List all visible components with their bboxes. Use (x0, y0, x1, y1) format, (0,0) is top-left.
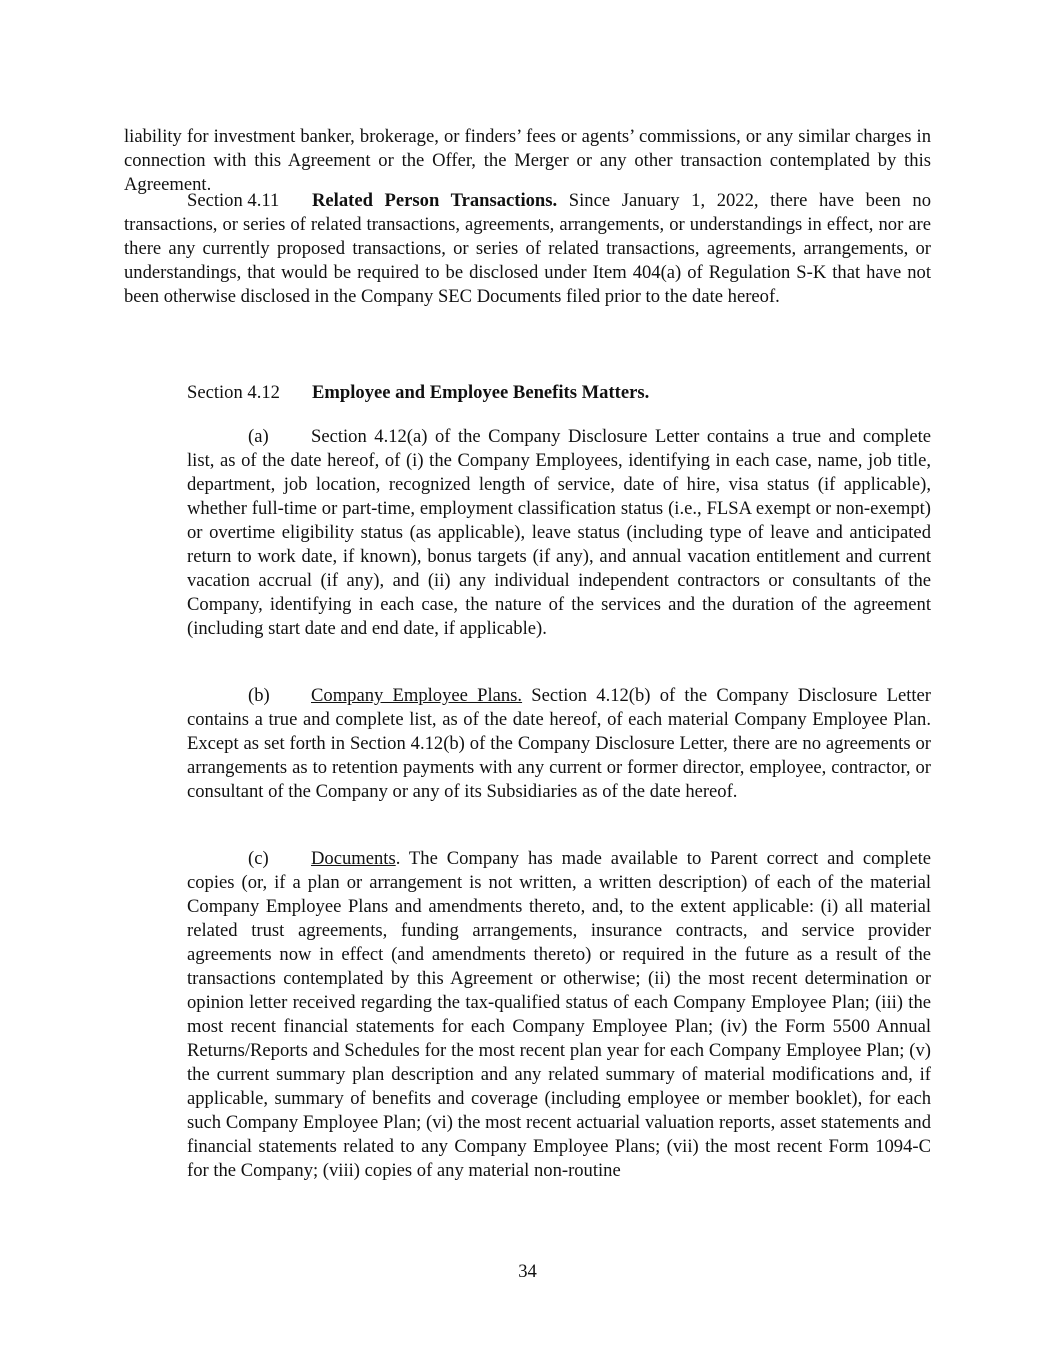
carryover-paragraph: liability for investment banker, brokerage, or finders’ fees or agents’ commissions, or any similar charges in connection with this Agreement or the Offer, the Merger or any other transaction contemplated by this Agreement. (124, 126, 931, 195)
section-4-11-heading: Related Person Transactions. (312, 190, 558, 211)
section-4-12-number: Section 4.12 (187, 382, 280, 403)
subsection-c-body: . The Company has made available to Parent correct and complete copies (or, if a plan or arrangement is not written, a written description) of each of the material Company Employee Plans and amendments thereto, and, to the extent applicable: (i) all material related trust agreements, funding arrangements, insurance contracts, and service provider agreements now in effect (and amendments thereto) or required in the future as a result of the transactions contemplated by this Agreement or otherwise; (ii) the most recent determination or opinion letter received regarding the tax-qualified status of each Company Employee Plan; (iii) the most recent financial statements for each Company Employee Plan; (iv) the Form 5500 Annual Returns/Reports and Schedules for the most recent plan year for each Company Employee Plan; (v) the current summary plan description and any related summary of material modifications and, if applicable, summary of benefits and coverage (including employee or member booklet), for each such Company Employee Plan; (vi) the most recent actuarial valuation reports, asset statements and financial statements related to any Company Employee Plans; (vii) the most recent Form 1094-C for the Company; (viii) copies of any material non-routine (187, 848, 931, 1181)
subsection-b-title: Company Employee Plans. (311, 685, 523, 706)
subsection-a-paragraph (187, 425, 931, 641)
subsection-c-paragraph (187, 847, 931, 1183)
section-4-12-heading-line (187, 381, 931, 405)
subsection-b-paragraph (187, 684, 931, 804)
section-4-12-heading: Employee and Employee Benefits Matters. (312, 382, 650, 403)
section-4-11-paragraph (124, 189, 931, 309)
section-4-11-body: Since January 1, 2022, there have been no transactions, or series of related transactions, agreements, arrangements, or understandings in effect, nor are there any currently proposed transactions, or series of related transactions, agreements, arrangements, or understandings, that would be required to be disclosed under Item 404(a) of Regulation S-K that have not been otherwise disclosed in the Company SEC Documents filed prior to the date hereof. (124, 190, 931, 307)
subsection-a-label: (a) (248, 426, 269, 447)
section-4-11-number: Section 4.11 (187, 190, 280, 211)
subsection-c-title: Documents (311, 848, 396, 869)
subsection-b-label: (b) (248, 685, 270, 706)
subsection-c-label: (c) (248, 848, 269, 869)
subsection-b-body: Section 4.12(b) of the Company Disclosure Letter contains a true and complete list, as of the date hereof, of each material Company Employee Plan. Except as set forth in Section 4.12(b) of the Company Disclosure Letter, there are no agreements or arrangements as to retention payments with any current or former director, employee, contractor, or consultant of the Company or any of its Subsidiaries as of the date hereof. (187, 685, 931, 802)
subsection-a-body: Section 4.12(a) of the Company Disclosure Letter contains a true and complete list, as of the date hereof, of (i) the Company Employees, identifying in each case, name, job title, department, job location, recognized length of service, date of hire, visa status (if applicable), whether full-time or part-time, employment classification status (i.e., FLSA exempt or non-exempt) or overtime eligibility status (as applicable), leave status (including type of leave and anticipated return to work date, if known), bonus targets (if any), and annual vacation entitlement and current vacation accrual (if any), and (ii) any individual independent contractors or consultants of the Company, identifying in each case, the nature of the services and the duration of the agreement (including start date and end date, if applicable). (187, 426, 931, 639)
page-number: 34 (518, 1261, 537, 1282)
